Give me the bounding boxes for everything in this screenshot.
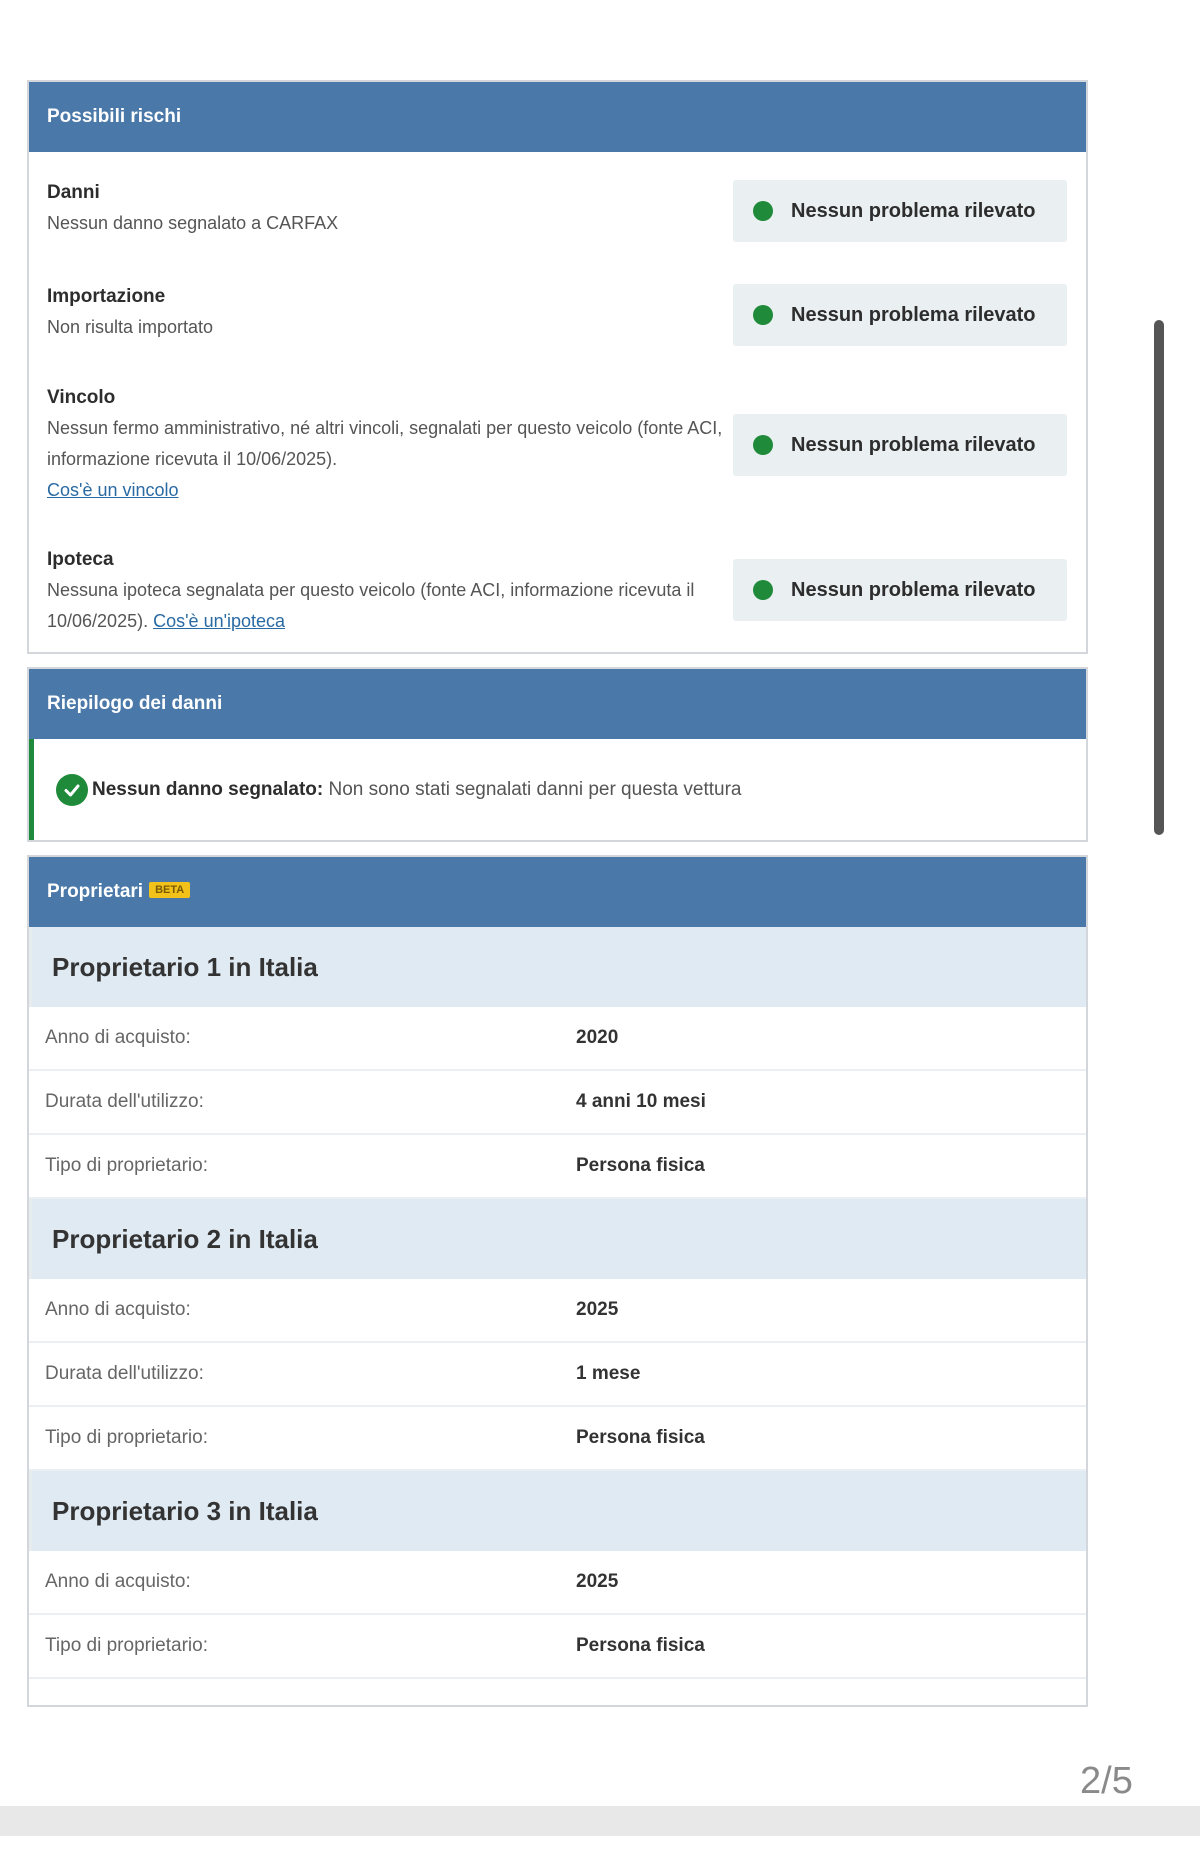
owner-row [29,1071,1086,1135]
risk-description-text: Nessun fermo amministrativo, né altri vincoli, segnalati per questo veicolo (fonte ACI, informazione ricevuta il 10/06/2025). [47,418,723,469]
owner-row-value: 2020 [576,1027,619,1048]
page-indicator: 2/5 [1080,1760,1133,1802]
beta-badge: BETA [149,882,190,898]
owner-row-label: Anno di acquisto: [45,1571,191,1592]
summary-detail: Non sono stati segnalati danni per questa vettura [323,778,742,800]
risk-item-danni [47,182,1067,239]
status-text: Nessun problema rilevato [791,199,1036,222]
owner-row-label: Anno di acquisto: [45,1027,191,1048]
risk-description [47,413,737,506]
green-dot-icon [753,305,773,325]
risk-description [47,575,737,637]
owner-row [29,1135,1086,1199]
risk-title: Ipoteca [47,549,114,570]
owner-row-label: Tipo di proprietario: [45,1155,208,1176]
owner-title: Proprietario 3 in Italia [29,1471,1086,1551]
ipoteca-info-link[interactable]: Cos'è un'ipoteca [153,611,286,631]
owner-title: Proprietario 2 in Italia [29,1199,1086,1279]
status-badge [733,284,1067,346]
owner-row-label: Tipo di proprietario: [45,1427,208,1448]
owner-row-value: 4 anni 10 mesi [576,1091,706,1112]
status-badge [733,180,1067,242]
summary-header: Riepilogo dei danni [29,669,1086,739]
owners-header [29,857,1086,927]
damage-summary-panel [27,667,1088,842]
owner-row-value: Persona fisica [576,1635,705,1656]
check-circle-icon [56,774,88,806]
owner-row-label: Anno di acquisto: [45,1299,191,1320]
owner-row-value: 1 mese [576,1363,641,1384]
owner-title: Proprietario 1 in Italia [29,927,1086,1007]
owner-row-label: Durata dell'utilizzo: [45,1363,204,1384]
summary-text [92,779,741,801]
risk-item-importazione [47,286,1067,343]
owner-row-value: Persona fisica [576,1155,705,1176]
owner-row-value: 2025 [576,1571,619,1592]
scrollbar-thumb[interactable] [1154,320,1164,835]
green-dot-icon [753,580,773,600]
owner-row [29,1615,1086,1679]
risk-description: Nessun danno segnalato a CARFAX [47,213,339,233]
green-dot-icon [753,201,773,221]
vincolo-info-link[interactable]: Cos'è un vincolo [47,480,179,500]
status-text: Nessun problema rilevato [791,433,1036,456]
risk-title: Vincolo [47,387,116,408]
risk-title: Importazione [47,286,166,307]
owner-row [29,1007,1086,1071]
bottom-bar [0,1806,1200,1836]
owner-row [29,1407,1086,1471]
risk-title: Danni [47,182,100,203]
owners-title: Proprietari [47,881,144,902]
risk-item-vincolo [47,387,1067,506]
owner-row [29,1343,1086,1407]
owner-row [29,1551,1086,1615]
owner-row [29,1279,1086,1343]
status-text: Nessun problema rilevato [791,303,1036,326]
summary-body [29,739,1086,840]
risks-header: Possibili rischi [29,82,1086,152]
owners-panel [27,855,1088,1707]
owner-row-label: Tipo di proprietario: [45,1635,208,1656]
risk-description: Non risulta importato [47,317,214,337]
status-text: Nessun problema rilevato [791,578,1036,601]
summary-bold: Nessun danno segnalato: [92,778,324,800]
owner-row-value: 2025 [576,1299,619,1320]
status-badge [733,559,1067,621]
risk-item-ipoteca [47,549,1067,637]
owner-row-label: Durata dell'utilizzo: [45,1091,204,1112]
green-dot-icon [753,435,773,455]
risk-description-text: Nessuna ipoteca segnalata per questo veicolo (fonte ACI, informazione ricevuta il 10/06/2025). [47,580,695,631]
status-badge [733,414,1067,476]
owner-row-value: Persona fisica [576,1427,705,1448]
risks-panel [27,80,1088,654]
